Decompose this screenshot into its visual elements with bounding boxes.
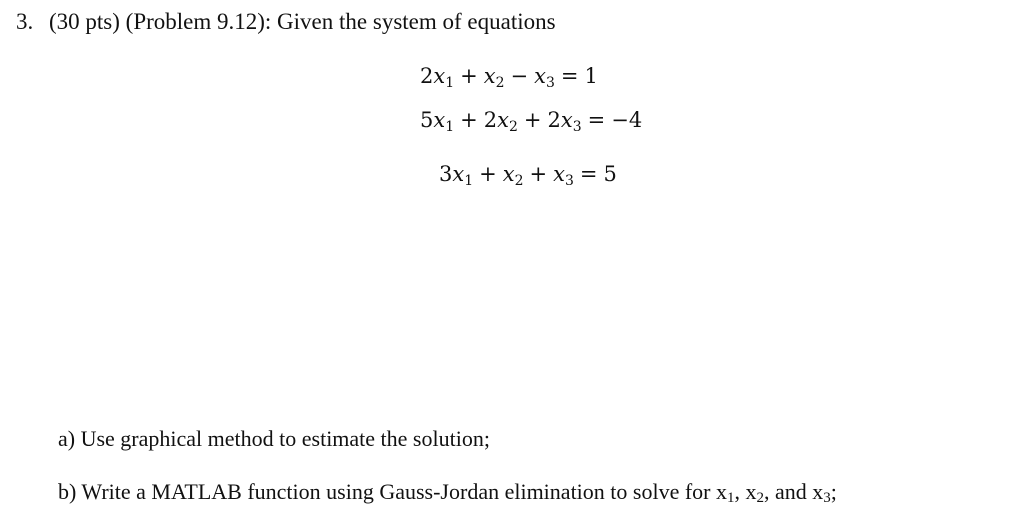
- subscript: 2: [508, 119, 518, 135]
- variable: x: [483, 64, 496, 88]
- part-b-separator: , x: [734, 479, 757, 504]
- coefficient: 2: [483, 108, 498, 132]
- subscript: 2: [514, 173, 524, 189]
- part-b-end: ;: [830, 479, 837, 504]
- coefficient: 5: [420, 108, 434, 132]
- variable: x: [560, 108, 573, 132]
- variable: x: [497, 108, 509, 132]
- right-hand-side: −4: [611, 108, 643, 132]
- equals-sign: =: [560, 64, 579, 88]
- part-a-text: a) Use graphical method to estimate the solution;: [58, 426, 490, 451]
- part-b-separator: , and x: [764, 479, 824, 504]
- subscript: 3: [823, 490, 831, 506]
- problem-heading: [16, 7, 556, 37]
- operator: −: [510, 64, 529, 88]
- subscript: 1: [464, 173, 474, 189]
- part-b-main: b) Write a MATLAB function using Gauss-Jordan elimination to solve for x: [58, 479, 727, 504]
- operator: +: [523, 108, 542, 132]
- variable: x: [433, 108, 446, 132]
- equation-2: [420, 106, 642, 134]
- subscript: 3: [564, 173, 574, 189]
- subscript: 1: [727, 490, 735, 506]
- operator: +: [460, 64, 478, 88]
- subscript: 3: [545, 75, 555, 91]
- variable: x: [553, 162, 565, 186]
- coefficient: 2: [547, 108, 561, 132]
- subscript: 2: [495, 75, 505, 91]
- operator: +: [529, 162, 548, 186]
- coefficient: 2: [420, 64, 434, 88]
- equals-sign: =: [587, 108, 606, 132]
- variable: x: [502, 162, 515, 186]
- equation-1: [420, 62, 598, 90]
- operator: +: [479, 162, 497, 186]
- subscript: 1: [445, 75, 455, 91]
- problem-number: 3.: [16, 9, 34, 34]
- problem-header-text: (30 pts) (Problem 9.12): Given the system of equations: [49, 9, 556, 34]
- right-hand-side: 5: [603, 162, 617, 186]
- part-b-text: [58, 478, 837, 506]
- coefficient: 3: [439, 162, 453, 186]
- variable: x: [452, 162, 465, 186]
- subscript: 3: [572, 119, 582, 135]
- subscript: 1: [445, 119, 455, 135]
- operator: +: [460, 108, 478, 132]
- variable: x: [534, 64, 546, 88]
- equation-3: [439, 160, 617, 188]
- subscript: 2: [756, 490, 764, 506]
- variable: x: [433, 64, 446, 88]
- right-hand-side: 1: [584, 64, 598, 88]
- equals-sign: =: [579, 162, 598, 186]
